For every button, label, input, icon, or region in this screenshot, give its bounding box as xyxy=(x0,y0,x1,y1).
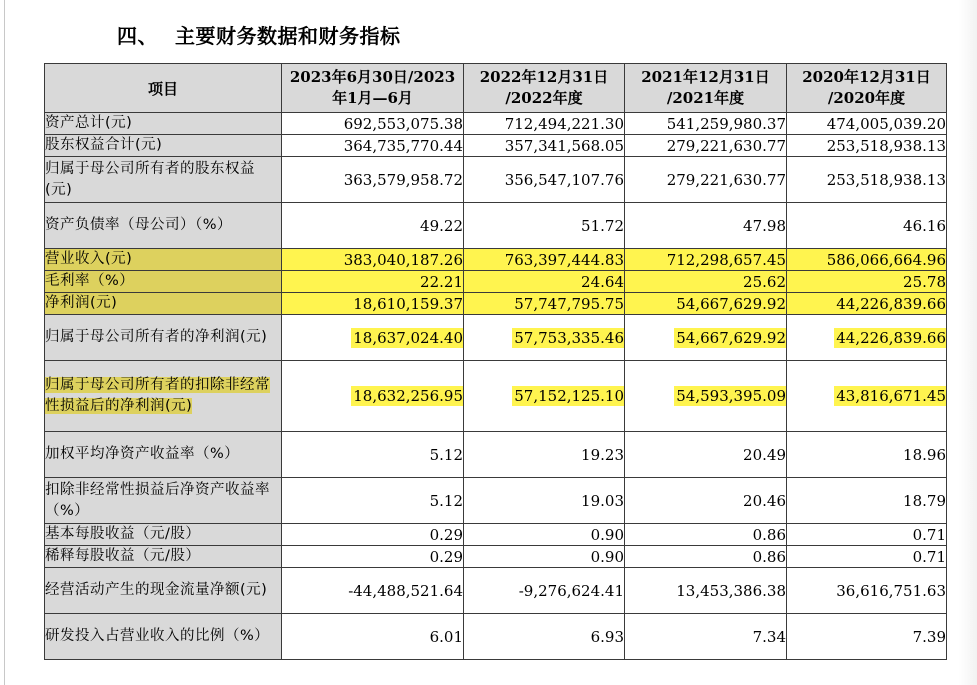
cell-2020: 253,518,938.13 xyxy=(787,157,947,203)
cell-2022: 51.72 xyxy=(464,203,625,249)
cell-2021 xyxy=(625,361,787,432)
row-label: 毛利率（%） xyxy=(45,271,282,293)
cell-2021: 0.86 xyxy=(625,524,787,546)
cell-2021: 25.62 xyxy=(625,271,787,293)
cell-2023h1: 5.12 xyxy=(282,432,464,478)
cell-2020: 0.71 xyxy=(787,524,947,546)
table-row xyxy=(45,478,947,524)
header-2020-line2: /2020年度 xyxy=(827,89,906,107)
highlighted-value: 57,152,125.10 xyxy=(514,387,624,405)
left-page-rule xyxy=(4,0,5,685)
cell-2021: 20.46 xyxy=(625,478,787,524)
cell-2023h1 xyxy=(282,315,464,361)
cell-2021: 712,298,657.45 xyxy=(625,249,787,271)
cell-2021 xyxy=(625,315,787,361)
cell-2020: 586,066,664.96 xyxy=(787,249,947,271)
header-2021-line1: 2021年12月31日 xyxy=(641,68,770,86)
table-row xyxy=(45,546,947,568)
section-heading xyxy=(117,20,401,49)
cell-2022: 19.23 xyxy=(464,432,625,478)
cell-2020: 18.96 xyxy=(787,432,947,478)
row-label xyxy=(45,361,282,432)
cell-2023h1 xyxy=(282,361,464,432)
section-number: 四、 xyxy=(117,24,158,48)
row-label: 归属于母公司所有者的净利润(元) xyxy=(45,315,282,361)
highlighted-value: 44,226,839.66 xyxy=(836,328,946,347)
cell-2022 xyxy=(464,315,625,361)
header-2020 xyxy=(787,64,947,113)
cell-2020: 44,226,839.66 xyxy=(787,293,947,315)
cell-2023h1: 18,610,159.37 xyxy=(282,293,464,315)
cell-2023h1: 692,553,075.38 xyxy=(282,113,464,135)
highlighted-label: 归属于母公司所有者的扣除非经常性损益后的净利润(元) xyxy=(45,377,270,414)
cell-2021: 0.86 xyxy=(625,546,787,568)
cell-2021: 47.98 xyxy=(625,203,787,249)
header-2020-line1: 2020年12月31日 xyxy=(802,68,931,86)
cell-2022: 763,397,444.83 xyxy=(464,249,625,271)
cell-2022 xyxy=(464,361,625,432)
cell-2021: 279,221,630.77 xyxy=(625,157,787,203)
header-2023h1-line2: 年1月—6月 xyxy=(332,89,413,107)
header-2021 xyxy=(625,64,787,113)
table-row-highlighted xyxy=(45,271,947,293)
row-label: 资产负债率（母公司）（%） xyxy=(45,203,282,249)
financial-data-table xyxy=(44,63,947,660)
highlighted-value: 43,816,671.45 xyxy=(836,387,946,405)
table-row xyxy=(45,524,947,546)
row-label: 营业收入(元) xyxy=(45,249,282,271)
header-2022 xyxy=(464,64,625,113)
highlighted-value: 57,753,335.46 xyxy=(514,328,624,347)
row-label: 净利润(元) xyxy=(45,293,282,315)
cell-2020 xyxy=(787,315,947,361)
cell-2020: 25.78 xyxy=(787,271,947,293)
cell-2022: -9,276,624.41 xyxy=(464,568,625,614)
cell-2022: 57,747,795.75 xyxy=(464,293,625,315)
row-label: 研发投入占营业收入的比例（%） xyxy=(45,614,282,660)
cell-2020: 46.16 xyxy=(787,203,947,249)
table-row-highlighted xyxy=(45,249,947,271)
cell-2022: 0.90 xyxy=(464,546,625,568)
right-page-shadow xyxy=(959,0,977,685)
table-row xyxy=(45,135,947,157)
cell-2022: 712,494,221.30 xyxy=(464,113,625,135)
cell-2021: 20.49 xyxy=(625,432,787,478)
cell-2021: 7.34 xyxy=(625,614,787,660)
cell-2022: 0.90 xyxy=(464,524,625,546)
cell-2023h1: 363,579,958.72 xyxy=(282,157,464,203)
cell-2023h1: 383,040,187.26 xyxy=(282,249,464,271)
cell-2020: 253,518,938.13 xyxy=(787,135,947,157)
highlighted-value: 54,667,629.92 xyxy=(676,328,786,347)
cell-2022: 19.03 xyxy=(464,478,625,524)
row-label: 资产总计(元) xyxy=(45,113,282,135)
cell-2021: 54,667,629.92 xyxy=(625,293,787,315)
table-row-highlighted xyxy=(45,293,947,315)
cell-2022: 24.64 xyxy=(464,271,625,293)
highlighted-value: 54,593,395.09 xyxy=(676,387,786,405)
table-row xyxy=(45,157,947,203)
cell-2023h1: 0.29 xyxy=(282,546,464,568)
table-row xyxy=(45,113,947,135)
table-row xyxy=(45,203,947,249)
cell-2020: 474,005,039.20 xyxy=(787,113,947,135)
cell-2023h1: -44,488,521.64 xyxy=(282,568,464,614)
header-2022-line2: /2022年度 xyxy=(505,89,583,107)
highlighted-value: 18,632,256.95 xyxy=(353,387,463,405)
cell-2020: 18.79 xyxy=(787,478,947,524)
cell-2022: 356,547,107.76 xyxy=(464,157,625,203)
table-row xyxy=(45,361,947,432)
header-2023h1-line1: 2023年6月30日/2023 xyxy=(289,68,456,86)
highlighted-value: 18,637,024.40 xyxy=(353,328,463,347)
table-row xyxy=(45,568,947,614)
table-row xyxy=(45,614,947,660)
cell-2023h1: 364,735,770.44 xyxy=(282,135,464,157)
cell-2022: 6.93 xyxy=(464,614,625,660)
header-item: 项目 xyxy=(45,64,282,113)
cell-2020: 7.39 xyxy=(787,614,947,660)
table-row xyxy=(45,315,947,361)
cell-2020: 0.71 xyxy=(787,546,947,568)
cell-2023h1: 6.01 xyxy=(282,614,464,660)
row-label: 稀释每股收益（元/股） xyxy=(45,546,282,568)
cell-2020 xyxy=(787,361,947,432)
cell-2023h1: 49.22 xyxy=(282,203,464,249)
cell-2021: 13,453,386.38 xyxy=(625,568,787,614)
cell-2021: 541,259,980.37 xyxy=(625,113,787,135)
row-label: 扣除非经常性损益后净资产收益率（%） xyxy=(45,478,282,524)
cell-2023h1: 5.12 xyxy=(282,478,464,524)
cell-2021: 279,221,630.77 xyxy=(625,135,787,157)
cell-2023h1: 22.21 xyxy=(282,271,464,293)
cell-2020: 36,616,751.63 xyxy=(787,568,947,614)
cell-2023h1: 0.29 xyxy=(282,524,464,546)
header-2021-line2: /2021年度 xyxy=(666,89,745,107)
row-label: 加权平均净资产收益率（%） xyxy=(45,432,282,478)
table-header-row xyxy=(45,64,947,113)
row-label: 股东权益合计(元) xyxy=(45,135,282,157)
row-label: 基本每股收益（元/股） xyxy=(45,524,282,546)
table-row xyxy=(45,432,947,478)
row-label: 经营活动产生的现金流量净额(元) xyxy=(45,568,282,614)
section-title: 主要财务数据和财务指标 xyxy=(175,24,401,48)
header-2022-line1: 2022年12月31日 xyxy=(479,68,609,86)
row-label: 归属于母公司所有者的股东权益(元) xyxy=(45,157,282,203)
header-2023h1 xyxy=(282,64,464,113)
cell-2022: 357,341,568.05 xyxy=(464,135,625,157)
